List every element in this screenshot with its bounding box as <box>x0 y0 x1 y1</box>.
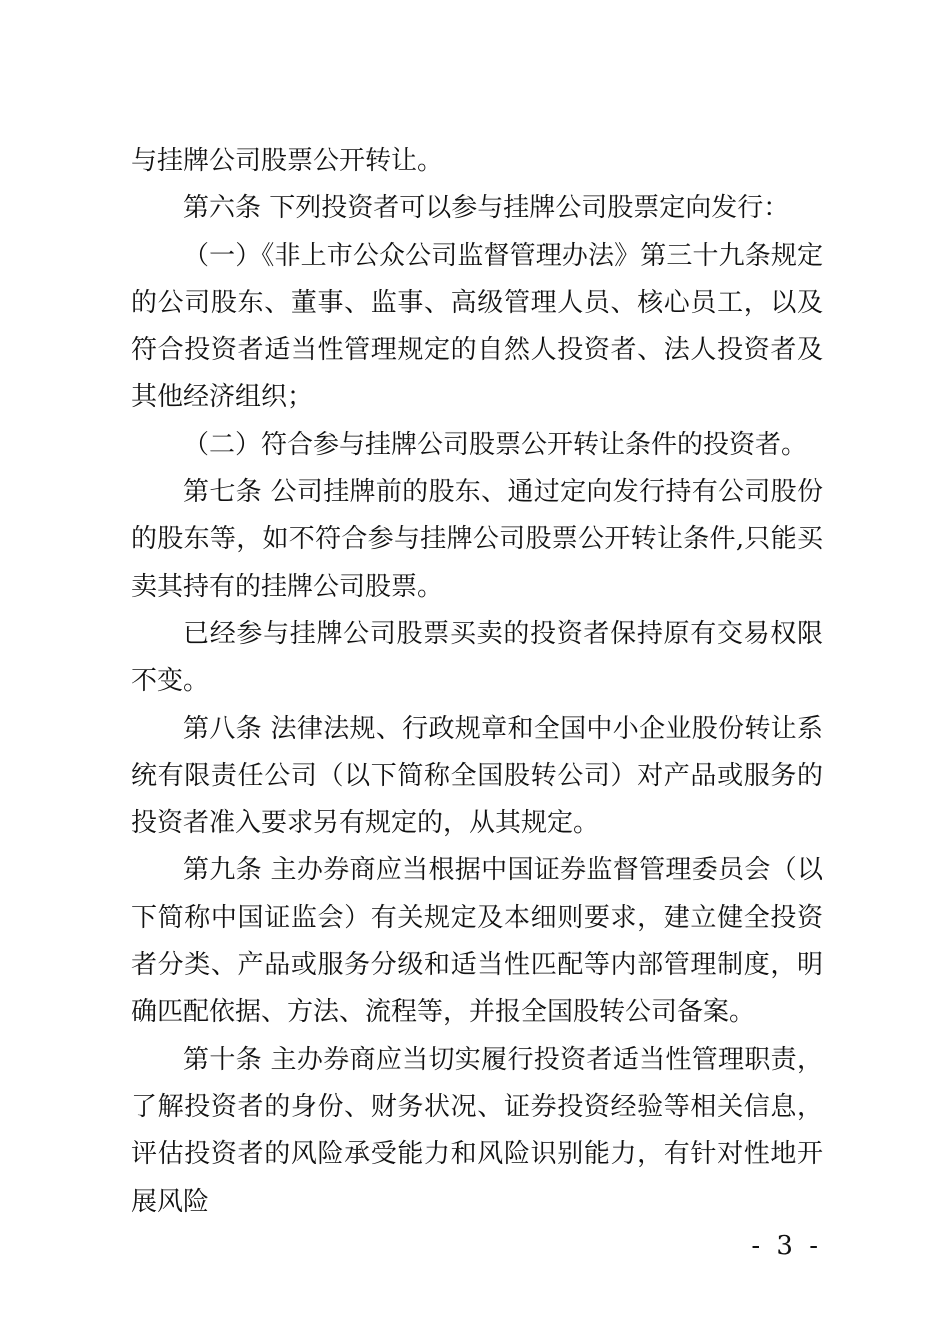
article-7-paragraph-2: 已经参与挂牌公司股票买卖的投资者保持原有交易权限不变。 <box>131 618 823 697</box>
article-6-item-1: （一）《非上市公众公司监督管理办法》第三十九条规定的公司股东、董事、监事、高级管理人员、核心员工，以及符合投资者适当性管理规定的自然人投资者、法人投资者及其他经济组织； <box>131 240 823 413</box>
paragraph-continuation: 与挂牌公司股票公开转让。 <box>131 146 444 176</box>
article-7: 第七条 公司挂牌前的股东、通过定向发行持有公司股份的股东等，如不符合参与挂牌公司股票公开转让条件,只能买卖其持有的挂牌公司股票。 <box>131 477 823 602</box>
page-number: - 3 - <box>751 1231 822 1261</box>
article-9: 第九条 主办券商应当根据中国证券监督管理委员会（以下简称中国证监会）有关规定及本细则要求，建立健全投资者分类、产品或服务分级和适当性匹配等内部管理制度，明确匹配依据、方法、流程等，并报全国股转公司备案。 <box>131 855 823 1028</box>
article-6-item-2: （二）符合参与挂牌公司股票公开转让条件的投资者。 <box>183 429 808 460</box>
body-text <box>131 138 823 1226</box>
article-10: 第十条 主办券商应当切实履行投资者适当性管理职责，了解投资者的身份、财务状况、证券投资经验等相关信息，评估投资者的风险承受能力和风险识别能力，有针对性地开展风险 <box>131 1044 823 1217</box>
article-6: 第六条 下列投资者可以参与挂牌公司股票定向发行： <box>183 193 790 224</box>
article-8: 第八条 法律法规、行政规章和全国中小企业股份转让系统有限责任公司（以下简称全国股转公司）对产品或服务的投资者准入要求另有规定的，从其规定。 <box>131 713 823 839</box>
